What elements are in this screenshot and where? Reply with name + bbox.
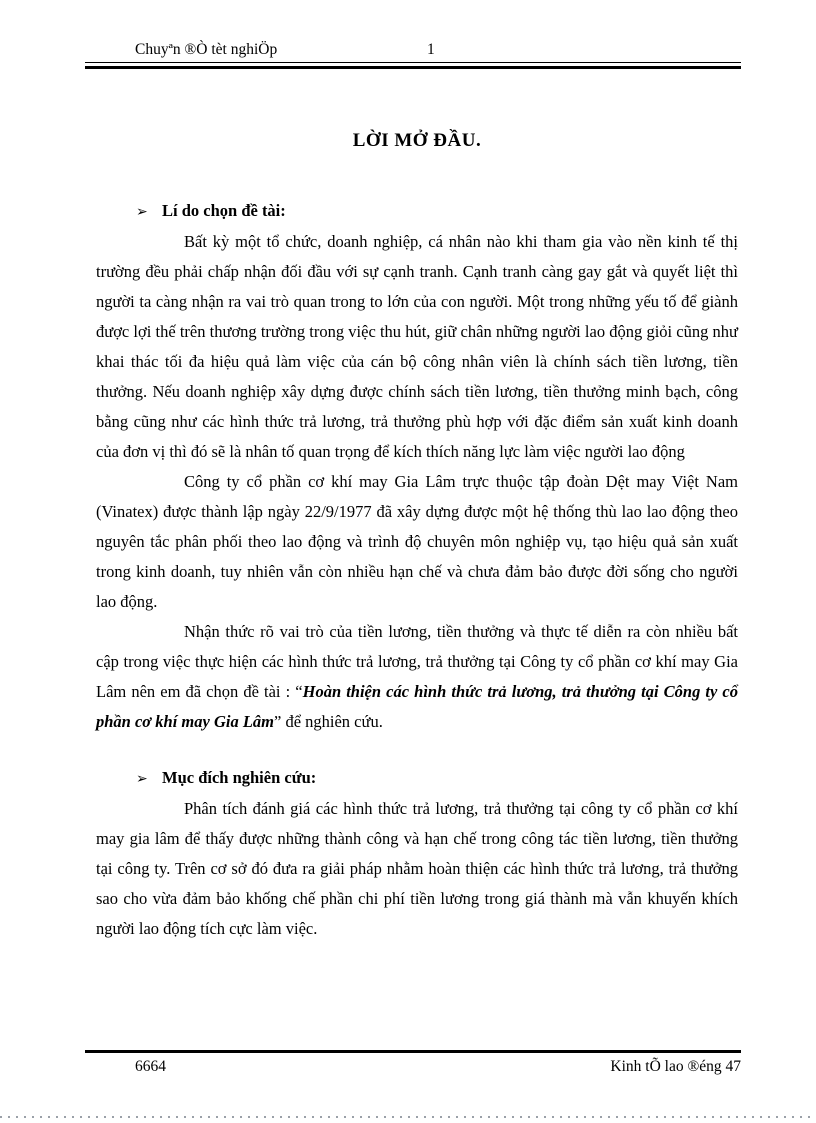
page-break-dotted-line bbox=[0, 1116, 816, 1118]
section-heading-reason bbox=[96, 196, 738, 227]
section-heading-text: Lí do chọn đề tài: bbox=[162, 201, 286, 220]
paragraph-with-quote bbox=[96, 617, 738, 737]
paragraph: Công ty cổ phần cơ khí may Gia Lâm trực thuộc tập đoàn Dệt may Việt Nam (Vinatex) được thành lập ngày 22/9/1977 đã xây dựng được một hệ thống thù lao lao động theo nguyên tắc phân phối theo lao động và trình độ chuyên môn nghiệp vụ, tạo hiệu quả sản xuất trong kinh doanh, tuy nhiên vẫn còn nhiều hạn chế và chưa đảm bảo được đời sống cho người lao động. bbox=[96, 472, 738, 611]
header-page-number: 1 bbox=[427, 41, 435, 58]
page-header bbox=[85, 40, 741, 69]
thesis-title-quote: Hoàn thiện các hình thức trả lương, trả thưởng tại Công ty cổ phần cơ khí may Gia Lâm bbox=[96, 682, 738, 731]
paragraph: Bất kỳ một tổ chức, doanh nghiệp, cá nhân nào khi tham gia vào nền kinh tế thị trường đều phải chấp nhận đối đầu với sự cạnh tranh. Cạnh tranh càng gay gắt và quyết liệt thì người ta càng nhận ra vai trò quan trong to lớn của con người. Một trong những yếu tố để giành được lợi thế trên thương trường trong việc thu hút, giữ chân những người lao động giỏi cũng như khai thác tối đa hiệu quả làm việc của cán bộ công nhân viên là chính sách tiền lương, tiền thưởng. Nếu doanh nghiệp xây dựng được chính sách tiền lương, tiền thưởng minh bạch, công bằng cũng như các hình thức trả lương, trả thưởng phù hợp với đặc điểm sản xuất kinh doanh của đơn vị thì đó sẽ là nhân tố quan trọng để kích thích năng lực làm việc người lao động bbox=[96, 232, 738, 461]
document-title: LỜI MỞ ĐẦU. bbox=[352, 130, 482, 151]
document-body bbox=[96, 126, 738, 944]
footer-row bbox=[85, 1053, 741, 1077]
paragraph-text: Nhận thức rõ vai trò của tiền lương, tiền thưởng và thực tế diễn ra còn nhiều bất cập trong việc thực hiện các hình thức trả lương, trả thưởng tại Công ty cổ phần cơ khí may Gia Lâm nên em đã chọn đề tài : “ bbox=[96, 622, 738, 701]
section-heading-text: Mục đích nghiên cứu: bbox=[162, 768, 317, 787]
paragraph-text: ” để nghiên cứu. bbox=[274, 712, 383, 731]
footer-doc-number: 6664 bbox=[135, 1058, 166, 1075]
header-row bbox=[85, 40, 741, 62]
section-heading-purpose bbox=[96, 763, 738, 794]
paragraph: Phân tích đánh giá các hình thức trả lương, trả thưởng tại công ty cổ phần cơ khí may gia lâm để thấy được những thành công và hạn chế trong công tác tiền lương, tiền thưởng tại công ty. Trên cơ sở đó đưa ra giải pháp nhằm hoàn thiện các hình thức trả lương, trả thưởng sao cho vừa đảm bảo khống chế phần chi phí tiền lương trong giá thành mà vẫn khuyến khích người lao động tích cực làm việc. bbox=[96, 799, 738, 938]
footer-class-label: Kinh tÕ lao ®éng 47 bbox=[610, 1058, 741, 1075]
arrow-bullet-icon: ➢ bbox=[136, 204, 148, 220]
arrow-bullet-icon: ➢ bbox=[136, 771, 148, 787]
header-rule-thick bbox=[85, 66, 741, 69]
header-title: Chuyªn ®Ò tèt nghiÖp bbox=[135, 41, 278, 58]
header-rule-thin bbox=[85, 62, 741, 63]
page-footer bbox=[85, 1050, 741, 1077]
